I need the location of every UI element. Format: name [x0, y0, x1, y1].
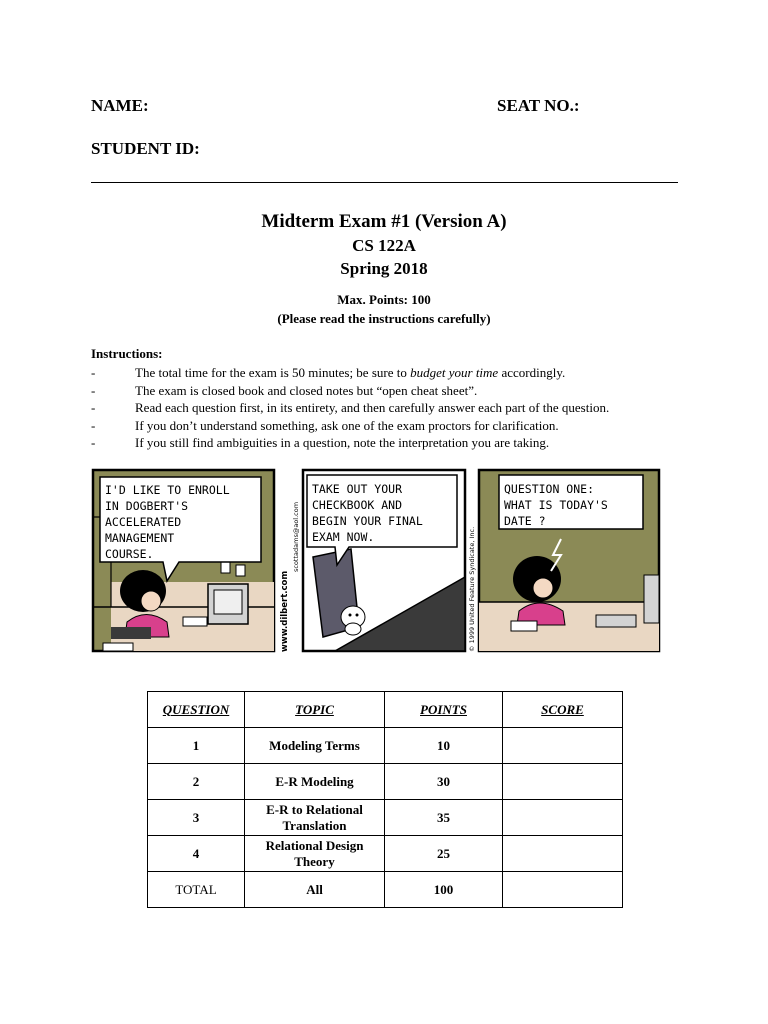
cell-points: 30: [385, 764, 503, 800]
student-id-label: STUDENT ID:: [91, 139, 200, 158]
instruction-item: - The total time for the exam is 50 minutes; be sure to budget your time accordingly.: [91, 365, 566, 380]
name-label: NAME:: [91, 96, 149, 115]
cell-question: 3: [148, 800, 245, 836]
cell-points: 10: [385, 728, 503, 764]
cell-topic: Relational Design Theory: [245, 836, 385, 872]
comic-credit-email: scottadams@aol.com: [292, 501, 300, 572]
cell-topic: All: [245, 872, 385, 908]
cell-question: 2: [148, 764, 245, 800]
score-table: [147, 691, 623, 908]
comic-panel-2: [303, 470, 465, 651]
panel2-line-4: EXAM NOW.: [312, 530, 375, 544]
cell-points: 35: [385, 800, 503, 836]
panel1-line-5: COURSE.: [105, 547, 154, 561]
cell-question: TOTAL: [148, 872, 245, 908]
instructions-list: [91, 364, 711, 452]
exam-term: Spring 2018: [340, 259, 428, 278]
comic-credit-site: www.dilbert.com: [280, 570, 290, 652]
table-row: [148, 764, 623, 800]
emphasis-text: budget your time: [410, 365, 499, 380]
instructions-heading: Instructions:: [91, 346, 163, 361]
table-total-row: [148, 872, 623, 908]
cell-points: 25: [385, 836, 503, 872]
table-row: [148, 800, 623, 836]
instruction-item: - If you don’t understand something, ask one of the exam proctors for clarification.: [91, 417, 559, 433]
column-header-points: POINTS: [385, 692, 503, 728]
instruction-item: - Read each question first, in its entirety, and then carefully answer each part of the question.: [91, 400, 610, 416]
column-header-topic: TOPIC: [245, 692, 385, 728]
panel3-line-1: QUESTION ONE:: [504, 482, 595, 496]
seat-number-label: SEAT NO.:: [497, 96, 580, 115]
panel1-line-3: ACCELERATED: [105, 515, 182, 529]
exam-title: Midterm Exam #1 (Version A): [261, 211, 507, 232]
instruction-item: - The exam is closed book and closed notes but “open cheat sheet”.: [91, 382, 478, 398]
panel1-line-2: IN DOGBERT'S: [105, 499, 189, 513]
course-code: CS 122A: [352, 236, 416, 255]
cell-question: 4: [148, 836, 245, 872]
panel3-line-2: WHAT IS TODAY'S: [504, 498, 608, 512]
panel1-line-4: MANAGEMENT: [105, 531, 175, 545]
cell-score[interactable]: [503, 800, 623, 836]
table-header-row: [148, 692, 623, 728]
panel3-line-3: DATE ?: [504, 514, 546, 528]
cell-question: 1: [148, 728, 245, 764]
instructions-note: (Please read the instructions carefully): [277, 311, 491, 326]
cell-topic: E-R to Relational Translation: [245, 800, 385, 836]
table-row: [148, 836, 623, 872]
cell-topic: E-R Modeling: [245, 764, 385, 800]
cell-score[interactable]: [503, 764, 623, 800]
header-divider: [91, 182, 678, 183]
comic-panel-1: [93, 470, 274, 651]
cell-topic: Modeling Terms: [245, 728, 385, 764]
cell-score[interactable]: [503, 872, 623, 908]
table-row: [148, 728, 623, 764]
cell-score[interactable]: [503, 836, 623, 872]
panel2-line-1: TAKE OUT YOUR: [312, 482, 403, 496]
comic-panel-3: [479, 470, 659, 651]
dilbert-comic-strip: [91, 467, 661, 654]
comic-copyright: © 1999 United Feature Syndicate, Inc.: [468, 526, 476, 652]
instruction-item: - If you still find ambiguities in a question, note the interpretation you are taking.: [91, 435, 550, 451]
column-header-question: QUESTION: [148, 692, 245, 728]
max-points: Max. Points: 100: [337, 292, 431, 307]
column-header-score: SCORE: [503, 692, 623, 728]
panel1-line-1: I'D LIKE TO ENROLL: [105, 483, 230, 497]
panel2-line-2: CHECKBOOK AND: [312, 498, 403, 512]
cell-score[interactable]: [503, 728, 623, 764]
cell-points: 100: [385, 872, 503, 908]
panel2-line-3: BEGIN YOUR FINAL: [312, 514, 423, 528]
